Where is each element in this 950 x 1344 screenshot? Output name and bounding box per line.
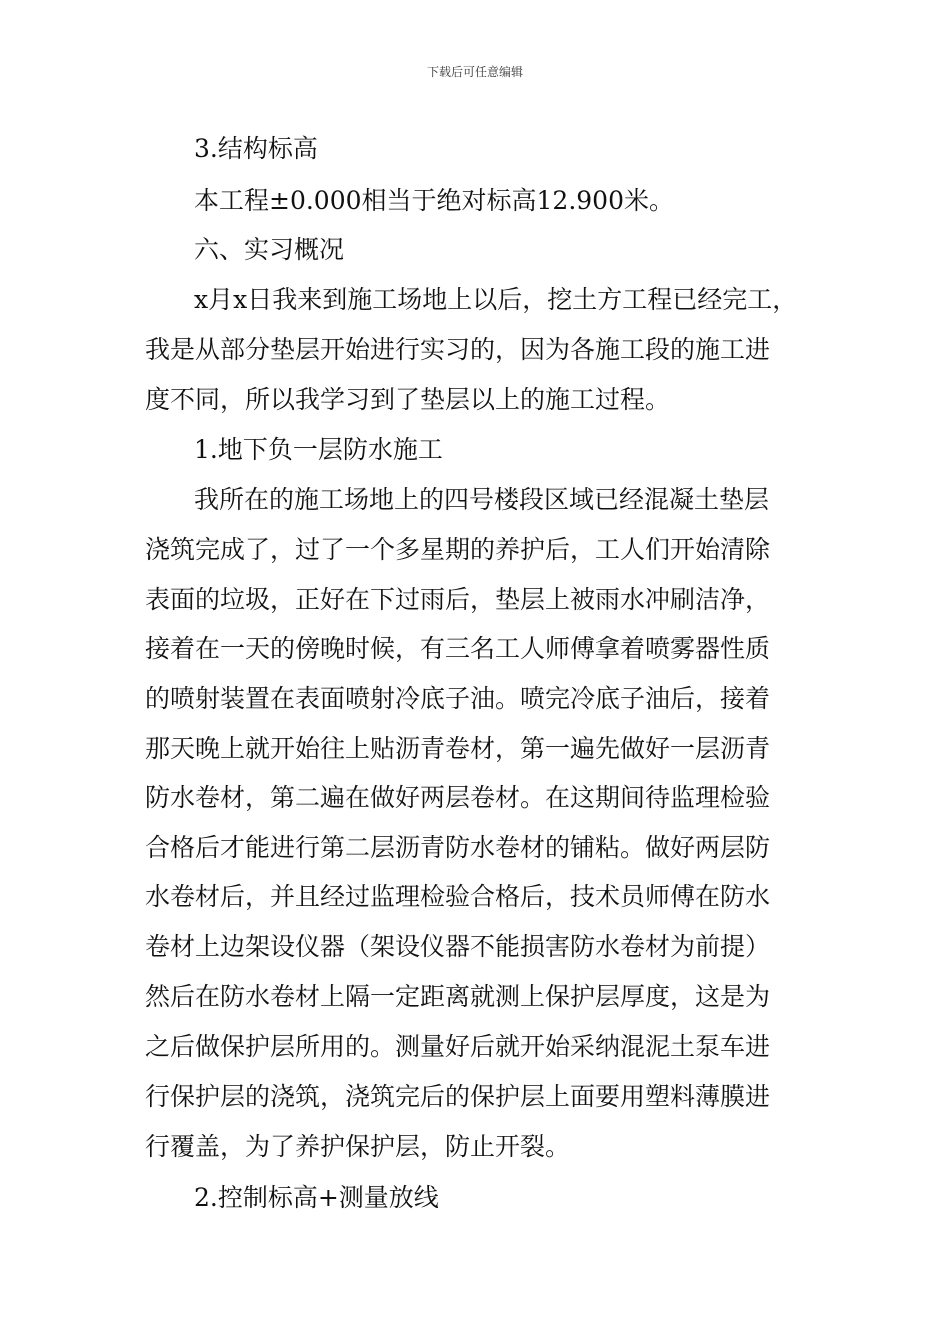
- paragraph-line: 接着在一天的傍晚时候，有三名工人师傅拿着喷雾器性质: [145, 634, 771, 663]
- paragraph-line: 我是从部分垫层开始进行实习的，因为各施工段的施工进: [145, 335, 771, 364]
- paragraph-line: 浇筑完成了，过了一个多星期的养护后，工人们开始清除: [145, 535, 771, 564]
- paragraph-line: 行覆盖，为了养护保护层，防止开裂。: [145, 1132, 571, 1161]
- paragraph-line: 那天晚上就开始往上贴沥青卷材，第一遍先做好一层沥青: [145, 734, 771, 763]
- paragraph-line: 本工程±0.000相当于绝对标高12.900米。: [194, 186, 674, 215]
- paragraph-line: 然后在防水卷材上隔一定距离就测上保护层厚度，这是为: [145, 982, 771, 1011]
- paragraph-line: 的喷射装置在表面喷射冷底子油。喷完冷底子油后，接着: [145, 684, 771, 713]
- paragraph-line: 度不同，所以我学习到了垫层以上的施工过程。: [145, 385, 671, 414]
- paragraph-line: 行保护层的浇筑，浇筑完后的保护层上面要用塑料薄膜进: [145, 1082, 771, 1111]
- paragraph-line: 防水卷材，第二遍在做好两层卷材。在这期间待监理检验: [145, 783, 771, 812]
- paragraph-line: 我所在的施工场地上的四号楼段区域已经混凝土垫层: [194, 485, 770, 514]
- page-header: 下载后可任意编辑: [426, 65, 523, 79]
- paragraph-line: 表面的垃圾，正好在下过雨后，垫层上被雨水冲刷洁净，: [145, 585, 771, 614]
- section-heading-elevation-control: 2.控制标高+测量放线: [194, 1183, 439, 1212]
- paragraph-line: 合格后才能进行第二层沥青防水卷材的铺粘。做好两层防: [145, 833, 771, 862]
- section-heading-structural-elevation: 3.结构标高: [194, 134, 318, 163]
- paragraph-line: 卷材上边架设仪器（架设仪器不能损害防水卷材为前提）: [145, 932, 771, 961]
- section-heading-basement-waterproofing: 1.地下负一层防水施工: [194, 435, 443, 464]
- paragraph-line: 之后做保护层所用的。测量好后就开始采纳混泥土泵车进: [145, 1032, 771, 1061]
- paragraph-line: 水卷材后，并且经过监理检验合格后，技术员师傅在防水: [145, 882, 771, 911]
- section-heading-internship-overview: 六、实习概况: [194, 235, 345, 264]
- paragraph-line: x月x日我来到施工场地上以后，挖土方工程已经完工，: [194, 285, 798, 314]
